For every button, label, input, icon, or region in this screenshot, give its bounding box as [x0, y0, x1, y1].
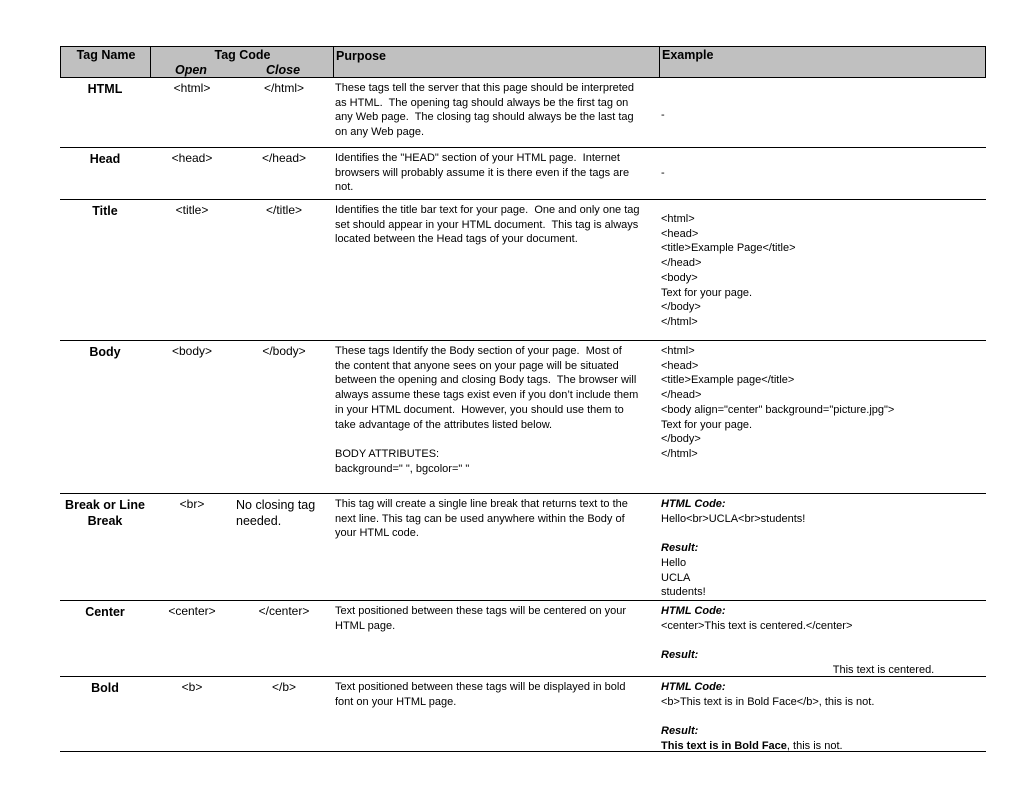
header-close: Close	[266, 63, 301, 77]
example-line: <title>Example page</title>	[661, 374, 795, 387]
example-line: Text for your page.	[661, 286, 753, 299]
example-dash: -	[661, 109, 665, 121]
close-tag: </head>	[261, 151, 307, 165]
purpose-line: as HTML. The opening tag should always be the first tag on	[335, 96, 629, 109]
result-bold-text: This text is in Bold Face	[661, 739, 787, 752]
close-tag-line: needed.	[236, 514, 282, 528]
header-divider	[150, 47, 151, 77]
tag-reference-table	[60, 46, 986, 752]
purpose-line: the content that anyone sees on your page will be situated	[335, 359, 619, 372]
tag-name-line: Break or Line	[65, 498, 145, 512]
table-row	[60, 148, 986, 200]
example-line: <head>	[661, 359, 699, 372]
example-code	[661, 497, 986, 600]
tag-name: Bold	[91, 681, 119, 695]
example-line: Hello<br>UCLA<br>students!	[661, 512, 806, 525]
close-tag: </title>	[265, 203, 303, 217]
example-line: <html>	[661, 345, 695, 357]
example-line: <html>	[661, 213, 695, 225]
example-code	[661, 604, 986, 678]
result-line: Hello	[661, 556, 687, 569]
tag-name	[60, 497, 150, 529]
purpose-line: set should appear in your HTML document. This tag is always	[335, 218, 639, 231]
purpose-text	[335, 203, 660, 247]
purpose-line: not.	[335, 181, 354, 194]
purpose-line	[335, 432, 660, 447]
purpose-line: Identifies the "HEAD" section of your HTML page. Internet	[335, 152, 620, 164]
example-line: <b>This text is in Bold Face</b>, this is not.	[661, 695, 875, 708]
example-line: <title>Example Page</title>	[661, 242, 796, 255]
purpose-line: font on your HTML page.	[335, 695, 457, 708]
purpose-line: HTML page.	[335, 619, 396, 632]
purpose-line: BODY ATTRIBUTES:	[335, 447, 440, 460]
table-row	[60, 200, 986, 341]
open-tag: <head>	[171, 151, 213, 165]
example-line: <head>	[661, 227, 699, 240]
example-line: <body align="center" background="picture.jpg">	[661, 403, 895, 416]
example-line: Text for your page.	[661, 418, 753, 431]
header-divider	[659, 47, 660, 77]
result-plain-text: , this is not.	[786, 739, 843, 752]
table-row	[60, 78, 986, 148]
tag-name: Title	[92, 204, 118, 218]
header-purpose: Purpose	[336, 49, 387, 63]
close-tag	[236, 497, 332, 529]
purpose-line: browsers will probably assume it is there even if the tags are	[335, 166, 630, 179]
header-divider	[333, 47, 334, 77]
example-line: </body>	[661, 301, 701, 314]
spacer	[661, 709, 986, 724]
purpose-line: This tag will create a single line break that returns text to the	[335, 498, 628, 510]
purpose-line: Text positioned between these tags will be centered on your	[335, 605, 627, 617]
example-line: <body>	[661, 271, 698, 284]
purpose-line: in your HTML document. However, you should use them to	[335, 403, 624, 416]
example-line: </html>	[661, 315, 698, 328]
html-code-label: HTML Code:	[661, 605, 726, 617]
spacer	[661, 526, 986, 541]
example-line: </head>	[661, 389, 702, 402]
example-line: </head>	[661, 257, 702, 270]
tag-name: HTML	[87, 82, 123, 96]
open-tag: <br>	[179, 497, 205, 511]
header-tag-code: Tag Code	[214, 48, 271, 62]
purpose-line: located between the Head tags of your document.	[335, 233, 578, 246]
header-open: Open	[175, 63, 207, 77]
purpose-line: background=" ", bgcolor=" "	[335, 462, 470, 475]
tag-name: Body	[89, 345, 121, 359]
header-example: Example	[662, 48, 714, 62]
close-tag: </center>	[258, 604, 310, 618]
purpose-line: Identifies the title bar text for your page. One and only one tag	[335, 204, 640, 216]
purpose-line: take advantage of the attributes listed below.	[335, 418, 553, 431]
open-tag: <title>	[175, 203, 209, 217]
purpose-line: These tags tell the server that this page should be interpreted	[335, 82, 635, 94]
purpose-text	[335, 81, 660, 140]
table-row	[60, 677, 986, 752]
purpose-text	[335, 604, 660, 633]
purpose-text	[335, 151, 660, 195]
close-tag: </body>	[262, 344, 306, 358]
header-tag-name: Tag Name	[76, 48, 136, 62]
example-dash: -	[661, 167, 665, 179]
purpose-text	[335, 680, 660, 709]
table-row	[60, 601, 986, 677]
result-line: UCLA	[661, 571, 691, 584]
result-label: Result:	[661, 725, 699, 738]
purpose-line: Text positioned between these tags will be displayed in bold	[335, 681, 626, 693]
html-code-label: HTML Code:	[661, 681, 726, 693]
table-header	[60, 46, 986, 78]
html-code-label: HTML Code:	[661, 498, 726, 510]
result-line: students!	[661, 586, 706, 599]
example-code	[661, 212, 986, 330]
purpose-line: These tags Identify the Body section of your page. Most of	[335, 345, 622, 357]
open-tag: <b>	[181, 680, 203, 694]
example-code	[661, 680, 986, 754]
result-label: Result:	[661, 542, 699, 555]
example-line: </body>	[661, 433, 701, 446]
purpose-line: between the opening and closing Body tags. The browser will	[335, 374, 637, 387]
tag-name-line: Break	[87, 514, 123, 528]
purpose-text	[335, 344, 660, 476]
purpose-line: always assume these tags exist even if you don’t include them	[335, 389, 639, 402]
purpose-line: any Web page. The closing tag should always be the last tag	[335, 111, 634, 124]
open-tag: <body>	[171, 344, 213, 358]
table-row	[60, 494, 986, 601]
purpose-text	[335, 497, 660, 541]
result-label: Result:	[661, 649, 699, 662]
result-line: This text is centered.	[832, 663, 935, 676]
open-tag: <center>	[168, 604, 216, 618]
spacer	[661, 633, 986, 648]
example-line: <center>This text is centered.</center>	[661, 619, 853, 632]
open-tag: <html>	[173, 81, 211, 95]
tag-name: Head	[89, 152, 121, 166]
example-code	[661, 344, 986, 462]
close-tag: </html>	[263, 81, 305, 95]
close-tag: </b>	[271, 680, 297, 694]
purpose-line: your HTML code.	[335, 527, 419, 540]
purpose-line: on any Web page.	[335, 126, 425, 139]
close-tag-line: No closing tag	[236, 498, 316, 512]
example-line: </html>	[661, 447, 698, 460]
table-row	[60, 341, 986, 494]
tag-name: Center	[85, 605, 125, 619]
result-line	[661, 739, 986, 754]
purpose-line: next line. This tag can be used anywhere within the Body of	[335, 512, 625, 525]
